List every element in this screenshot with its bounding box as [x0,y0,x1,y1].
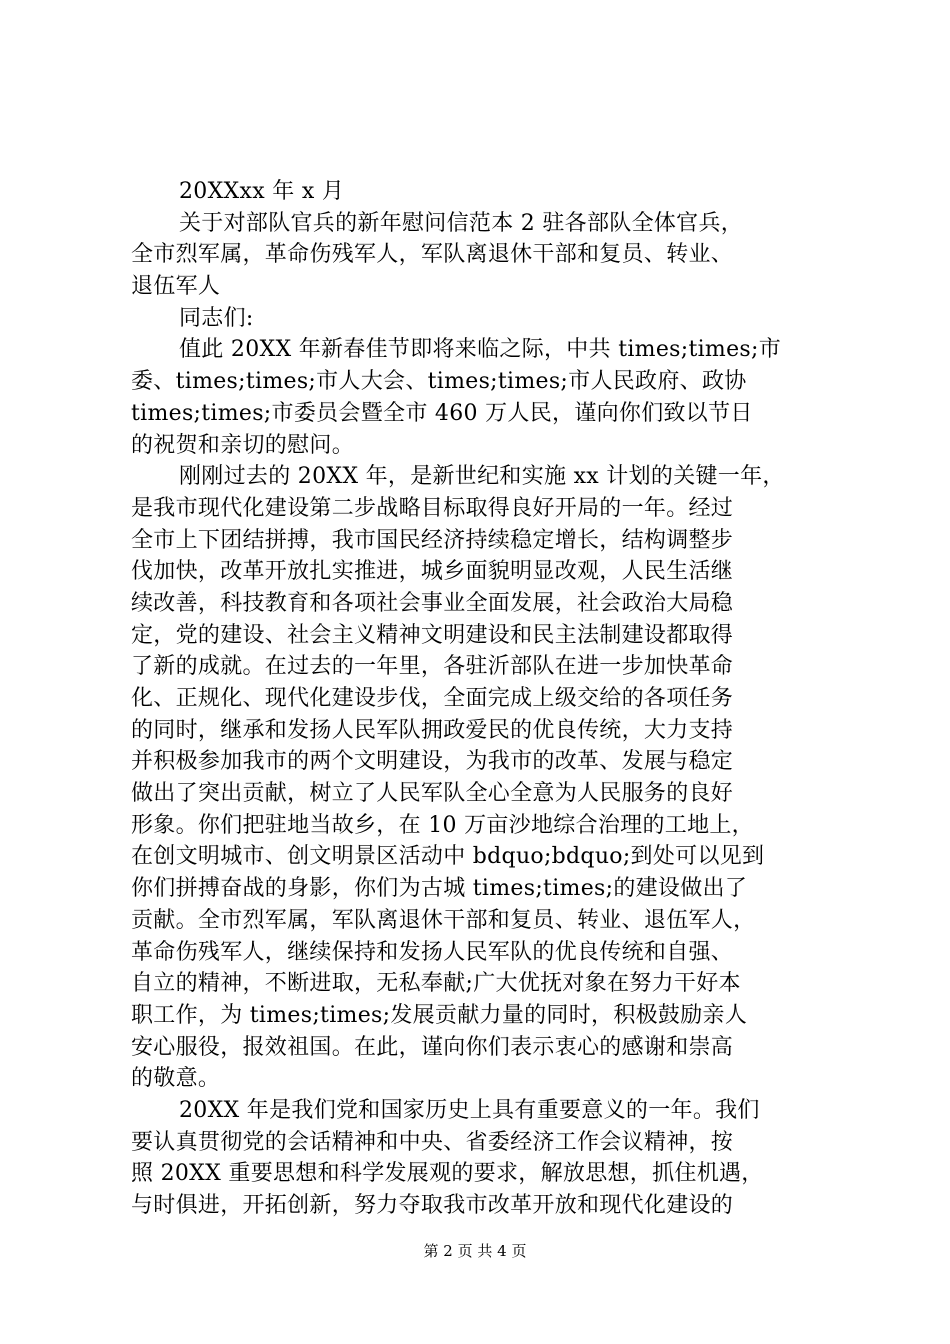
document-body [131,176,831,1222]
paragraph-line: times;times;市委员会暨全市 460 万人民，谨向你们致以节日 [131,400,753,426]
paragraph-line: 你们拼搏奋战的身影，你们为古城 times;times;的建设做出了 [131,876,748,902]
paragraph-line: 化、正规化、现代化建设步伐，全面完成上级交给的各项任务 [131,686,734,711]
paragraph-line: 要认真贯彻党的会话精神和中央、省委经济工作会议精神，按 [131,1129,734,1155]
paragraph-line: 安心服役，报效祖国。在此，谨向你们表示衷心的感谢和崇高 [131,1034,734,1060]
paragraph-line: 的祝贺和亲切的慰问。 [131,432,355,458]
paragraph-line: 贡献。全市烈军属，军队离退休干部和复员、转业、退伍军人， [131,907,756,933]
paragraph-line: 做出了突出贡献，树立了人民军队全心全意为人民服务的良好 [131,781,734,807]
paragraph-line: 革命伤残军人，继续保持和发扬人民军队的优良传统和自强、 [131,939,734,965]
paragraph-line: 照 20XX 重要思想和科学发展观的要求，解放思想，抓住机遇， [131,1161,764,1187]
paragraph-line: 在创文明城市、创文明景区活动中 bdquo;bdquo;到处可以见到 [131,844,765,870]
paragraph-line: 20XX 年是我们党和国家历史上具有重要意义的一年。我们 [179,1097,760,1123]
paragraph-line: 伐加快，改革开放扎实推进，城乡面貌明显改观，人民生活继 [131,559,734,585]
paragraph-line: 刚刚过去的 20XX 年，是新世纪和实施 xx 计划的关键一年， [179,464,785,490]
paragraph-line: 定，党的建设、社会主义精神文明建设和民主法制建设都取得 [131,622,734,648]
paragraph-line: 职工作，为 times;times;发展贡献力量的同时，积极鼓励亲人 [131,1002,748,1028]
date-line: 20XXxx 年 x 月 [179,179,345,204]
paragraph-line: 的敬意。 [131,1066,221,1092]
salutation-line: 全市烈军属，革命伤残军人，军队离退休干部和复员、转业、 [131,242,734,268]
page-number-footer: 第 2 页 共 4 页 [423,1242,527,1260]
paragraph-line: 是我市现代化建设第二步战略目标取得良好开局的一年。经过 [131,495,734,521]
paragraph-line: 自立的精神，不断进取，无私奉献;广大优抚对象在努力干好本 [131,971,741,997]
salutation-line: 退伍军人 [131,274,221,300]
paragraph-line: 值此 20XX 年新春佳节即将来临之际，中共 times;times;市 [179,337,782,363]
paragraph-line: 委、times;times;市人大会、times;times;市人民政府、政协 [131,369,747,395]
salutation-line: 关于对部队官兵的新年慰问信范本 2 驻各部队全体官兵， [179,210,744,236]
paragraph-line: 与时俱进，开拓创新，努力夺取我市改革开放和现代化建设的 [131,1193,734,1218]
paragraph-line: 的同时，继承和发扬人民军队拥政爱民的优良传统，大力支持 [131,717,734,743]
greeting-line: 同志们: [179,305,254,331]
paragraph-line: 并积极参加我市的两个文明建设，为我市的改革、发展与稳定 [131,749,734,775]
paragraph-line: 全市上下团结拼搏，我市国民经济持续稳定增长，结构调整步 [131,527,734,553]
paragraph-line: 了新的成就。在过去的一年里，各驻沂部队在进一步加快革命 [131,654,734,680]
paragraph-line: 续改善，科技教育和各项社会事业全面发展，社会政治大局稳 [131,590,734,616]
paragraph-line: 形象。你们把驻地当故乡，在 10 万亩沙地综合治理的工地上， [131,812,754,838]
